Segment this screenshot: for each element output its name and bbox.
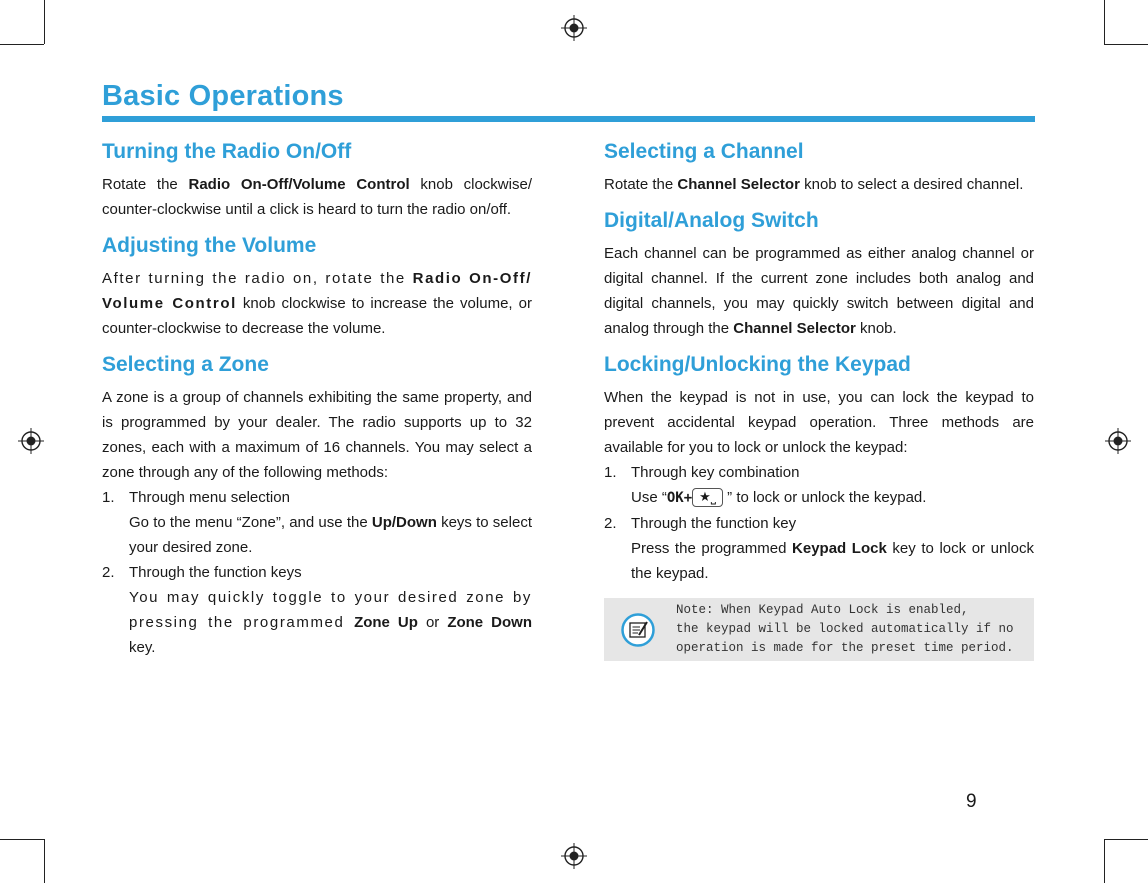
list-item: 2. Through the function keys You may quickly toggle to your desired zone by pressing the programmed Zone Up or Zone Down key. bbox=[102, 564, 532, 656]
section-body: A zone is a group of channels exhibiting the same property, and is programmed by your dealer. The radio supports up to 32 zones, each with a maximum of 16 channels. You may select a zone through any of the following methods: bbox=[102, 389, 532, 481]
section-heading: Selecting a Zone bbox=[102, 353, 269, 376]
ok-key-label: OK+ bbox=[666, 490, 693, 506]
section-heading: Adjusting the Volume bbox=[102, 234, 317, 257]
list-item: 1. Through menu selection Go to the menu “Zone”, and use the Up/Down keys to select your desired zone. bbox=[102, 489, 532, 556]
list-item: 1. Through key combination Use “OK+ ★⎵ ” to lock or unlock the keypad. bbox=[604, 464, 927, 506]
crop-mark bbox=[1104, 0, 1105, 44]
crop-mark bbox=[44, 0, 45, 44]
section-select-channel bbox=[604, 140, 1034, 197]
section-heading: Selecting a Channel bbox=[604, 140, 804, 163]
section-body: Rotate the Radio On-Off/Volume Control knob clockwise/ counter-clockwise until a click is heard to turn the radio on/off. bbox=[102, 176, 532, 218]
section-select-zone bbox=[102, 353, 532, 660]
section-adjust-volume bbox=[102, 234, 532, 341]
registration-mark-icon bbox=[1105, 428, 1131, 454]
page-number: 9 bbox=[966, 791, 977, 812]
crop-mark bbox=[1104, 839, 1105, 883]
section-radio-on-off bbox=[102, 140, 532, 222]
title-rule bbox=[102, 116, 1035, 122]
registration-mark-icon bbox=[561, 843, 587, 869]
right-column bbox=[604, 140, 1034, 673]
crop-mark bbox=[1104, 44, 1148, 45]
left-column bbox=[102, 140, 532, 672]
zone-method-list bbox=[102, 485, 532, 660]
note-pen-icon bbox=[621, 613, 655, 647]
list-item: 2. Through the function key Press the programmed Keypad Lock key to lock or unlock the keypad. bbox=[604, 515, 1035, 582]
note-box bbox=[604, 598, 1034, 661]
section-body: Each channel can be programmed as either analog channel or digital channel. If the current zone includes both analog and digital channels, you may quickly switch between digital and analog through the Channel Selector knob. bbox=[604, 245, 1034, 337]
keypad-method-list bbox=[604, 460, 1034, 586]
section-body: After turning the radio on, rotate the Radio On-Off/ Volume Control knob clockwise to increase the volume, or counter-clockwise to decrease the volume. bbox=[102, 270, 532, 337]
crop-mark bbox=[1104, 839, 1148, 840]
section-digital-analog bbox=[604, 209, 1034, 341]
section-body: Rotate the Channel Selector knob to select a desired channel. bbox=[604, 176, 1024, 193]
star-key-icon: ★⎵ bbox=[692, 488, 723, 507]
note-text: Note: When Keypad Auto Lock is enabled, the keypad will be locked automatically if no operation is made for the preset time period. bbox=[676, 603, 1014, 655]
crop-mark bbox=[44, 839, 45, 883]
registration-mark-icon bbox=[561, 15, 587, 41]
section-body: When the keypad is not in use, you can lock the keypad to prevent accidental keypad operation. Three methods are available for you to lock or unlock the keypad: bbox=[604, 389, 1034, 456]
registration-mark-icon bbox=[18, 428, 44, 454]
crop-mark bbox=[0, 839, 44, 840]
section-keypad-lock bbox=[604, 353, 1034, 661]
section-heading: Digital/Analog Switch bbox=[604, 209, 819, 232]
page-title: Basic Operations bbox=[102, 80, 344, 112]
section-heading: Turning the Radio On/Off bbox=[102, 140, 352, 163]
crop-mark bbox=[0, 44, 44, 45]
section-heading: Locking/Unlocking the Keypad bbox=[604, 353, 911, 376]
